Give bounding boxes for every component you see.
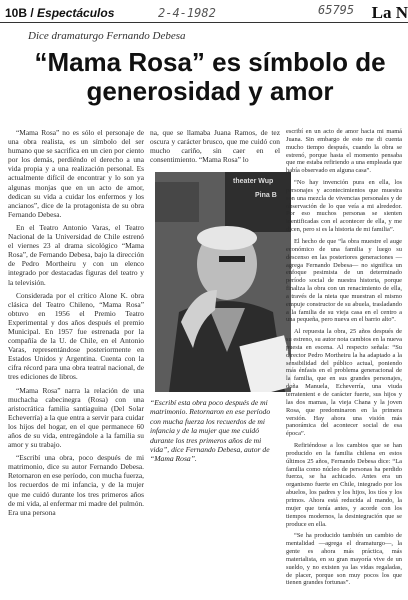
paragraph: Refiriéndose a los cambios que se han producido en la familia chilena en estos últimos 25 años, Fernando Debesa dice: “La familia como núcleo de personas ha perdido fuerza, se ha achicado. Antes era un organismo fuerte en Chile, integrado por los abuelos, los padres y los hijos, los tíos y los primos. Ahora está reducida al mando, la mujer que tenía antes, y acorde con los tiempos modernos, la desintegración que se produce en ella. [286,442,402,528]
article-column-1 [8,128,144,521]
paragraph: En el Teatro Antonio Varas, el Teatro Nacional de la Universidad de Chile estrenó el viernes 23 al drama sicológico “Mama Rosa”, de Fernando Debesa, bajo la dirección de Pedro Mortheiru y con un elenco integrado por destacadas figuras del teatro y la televisión. [8,222,144,287]
section-number: 10B [5,6,28,20]
photo-caption: “Escribí esta obra poco después de mi matrimonio. Retornaron en ese período con mucha fuerza los recuerdos de mi infancia y de la mujer que me cuidó durante los tres primeros años de mi vida”, dice Fernando Debesa, autor de “Mama Rosa”. [150,398,271,464]
poster-text: theater Wup [233,178,274,185]
article-photo [155,172,291,392]
article-column-3 [286,128,402,591]
paragraph: Al repuesta la obra, 25 años después de su estreno, su autor nota cambios en la nueva puesta en escena. Al respecto señala: “Su director Pedro Mortheiru la ha adaptado a la sensibilidad del público actual, poniendo más énfasis en el problema generacional de la familia, que en sus grandes personajes, doña Manuela, Echeverría, una viuda terratenient e de carácter fuerte, sus hijos y las dos mamas, la vieja Chana y la joven Rosa, que predominaron en la primera versión. Hay ahora una visión más panorámica del acontecer social de esa época”. [286,328,402,438]
section-name: Espectáculos [37,6,115,20]
header-rule [0,22,408,23]
paragraph: “Se ha producido también un cambio de mentalidad —agrega el dramaturgo—, la gente es ahora más práctica, más materialista, en su gran mayoría vive de un sueldo, y no existen ya las vidas regaladas, de placer, porque son muy pocos los que tienen grandes fortunas”. [286,532,402,587]
article-column-2 [150,128,280,168]
paragraph: “Mama Rosa” narra la relación de una muchacha cabecinegra (Rosa) con una aristocrática familia santiaguina (Del Solar Echeverría) a la que entra a servir para cuidar los hijos del hogar, en el que permanece 60 años de su vida, entregándole a la familia su amor y su trabajo. [8,385,144,450]
kicker: Dice dramaturgo Fernando Debesa [28,30,186,42]
masthead: La N [371,3,408,22]
paragraph: escribí en un acto de amor hacia mi mamá Juana. Sin embargo de esto me di cuenta mucho tiempo después, cuando la obra se estrenó, porque hasta el momento pensaba que me estaba refiriendo a una empleada que había observado en alguna casa”. [286,128,402,175]
paragraph: “No hay invención pura en ella, los personajes y acontecimientos que muestra son una mezcla de vivencias personales y de observación de lo que veía a mi alrededor. Por eso muchos personas se sienten identificadas con el acontecer de ella, y me dicen, pero si es la historia de mi familia”. [286,179,402,234]
handwritten-date: 2-4-1982 [158,6,216,20]
author-photo-image [155,172,291,392]
paragraph: “Escribí una obra, poco después de mi matrimonio, dice su autor Fernando Debesa. Retornaron en ese período, con mucha fuerza, los recuerdos de mi infancia, y de la mujer que me cuidó durante los tres primeros años de mi vida, al enfermar mi madre del pulmón. Era una persona [8,453,144,517]
paragraph: na, que se llamaba Juana Ramos, de tez oscura y carácter brusco, que me cuidó con mucho cariño, sin caer en el consentimiento. “Mama Rosa” lo [150,128,280,165]
paragraph: Considerada por el crítico Alone K. obra clásica del Teatro Chileno, “Mama Rosa” obtuvo en 1956 el Premio Teatro Experimental y dos años después el premio Municipal. En 1957 fue estrenada por la compañía de la U. de Chile, en el Antonio Varas, representándose posteriormente en Estados Unidos y Argentina. Cuenta con la cifra récord para una obra teatral nacional, de tres ediciones de libros. [8,290,144,382]
page-header [0,0,408,24]
handwritten-code: 65795 [318,3,355,17]
paragraph: “Mama Rosa” no es sólo el personaje de una obra realista, es un símbolo del ser humano que se sacrifica en un cien por ciento por los demás, perdiéndo el derecho a una vida propia y a una realización personal. Es actualmente difícil de encontrar y lo son ya algunas monjas que en un acto de amor, dedican su vida a cuidar los enfermos y los ancianos”, dice de la protagonista de su obra Fernando Debesa. [8,128,144,219]
paragraph: El hecho de que “la obra muestre el auge económico de una familia y luego su descenso en las posteriores generaciones —agrega Fernando Debesa— no significa un enfoque pesimista de un determinado período social de nuestra historia, porque finaliza la obra con un renacimiento de ella, a través de la nieta que muestran el mismo empuje constructor de su abuela, trasladando a la familia de su vieja casa en el centro a una pequeña, pero nueva en el barrio alto”. [286,237,402,324]
section-label: 10B / Espectáculos [5,6,115,20]
headline: “Mama Rosa” es símbolo de generosidad y amor [34,47,386,106]
poster-text: Pina B [255,192,277,199]
